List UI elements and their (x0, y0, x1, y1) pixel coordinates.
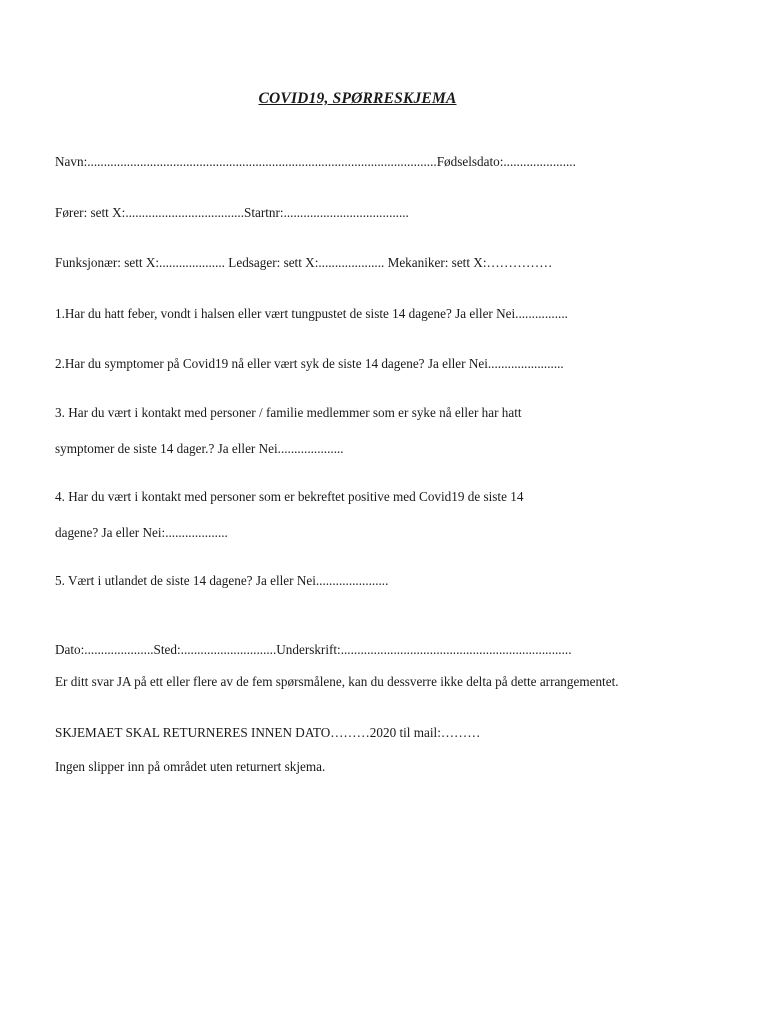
name-birthdate-field[interactable]: Navn:..........................................................................................................Fødselsdato:...................... (55, 154, 576, 169)
signature-line[interactable]: Dato:.....................Sted:.............................Underskrift:...................................................................... (55, 642, 572, 657)
question-1[interactable]: 1.Har du hatt feber, vondt i halsen eller vært tungpustet de siste 14 dagene? Ja eller Nei................ (55, 306, 568, 321)
question-5[interactable]: 5. Vært i utlandet de siste 14 dagene? Ja eller Nei...................... (55, 573, 389, 588)
question-4-line-2[interactable]: dagene? Ja eller Nei:................... (55, 525, 228, 540)
roles-field[interactable]: Funksjonær: sett X:.................... Ledsager: sett X:.................... Mekaniker: sett X:…………… (55, 255, 553, 270)
entry-notice: Ingen slipper inn på området uten returnert skjema. (55, 759, 326, 774)
driver-startnr-field[interactable]: Fører: sett X:....................................Startnr:...................................... (55, 205, 409, 220)
question-3-line-1: 3. Har du vært i kontakt med personer / familie medlemmer som er syke nå eller har hatt (55, 405, 522, 420)
page-title: COVID19, SPØRRESKJEMA (258, 90, 457, 107)
return-notice: SKJEMAET SKAL RETURNERES INNEN DATO………2020 til mail:……… (55, 725, 481, 740)
question-3-line-2[interactable]: symptomer de siste 14 dager.? Ja eller Nei.................... (55, 441, 344, 456)
question-4-line-1: 4. Har du vært i kontakt med personer som er bekreftet positive med Covid19 de siste 14 (55, 489, 524, 504)
question-2[interactable]: 2.Har du symptomer på Covid19 nå eller vært syk de siste 14 dagene? Ja eller Nei....................... (55, 356, 564, 371)
ineligibility-notice: Er ditt svar JA på ett eller flere av de fem spørsmålene, kan du dessverre ikke delta på dette arrangementet. (55, 674, 619, 689)
